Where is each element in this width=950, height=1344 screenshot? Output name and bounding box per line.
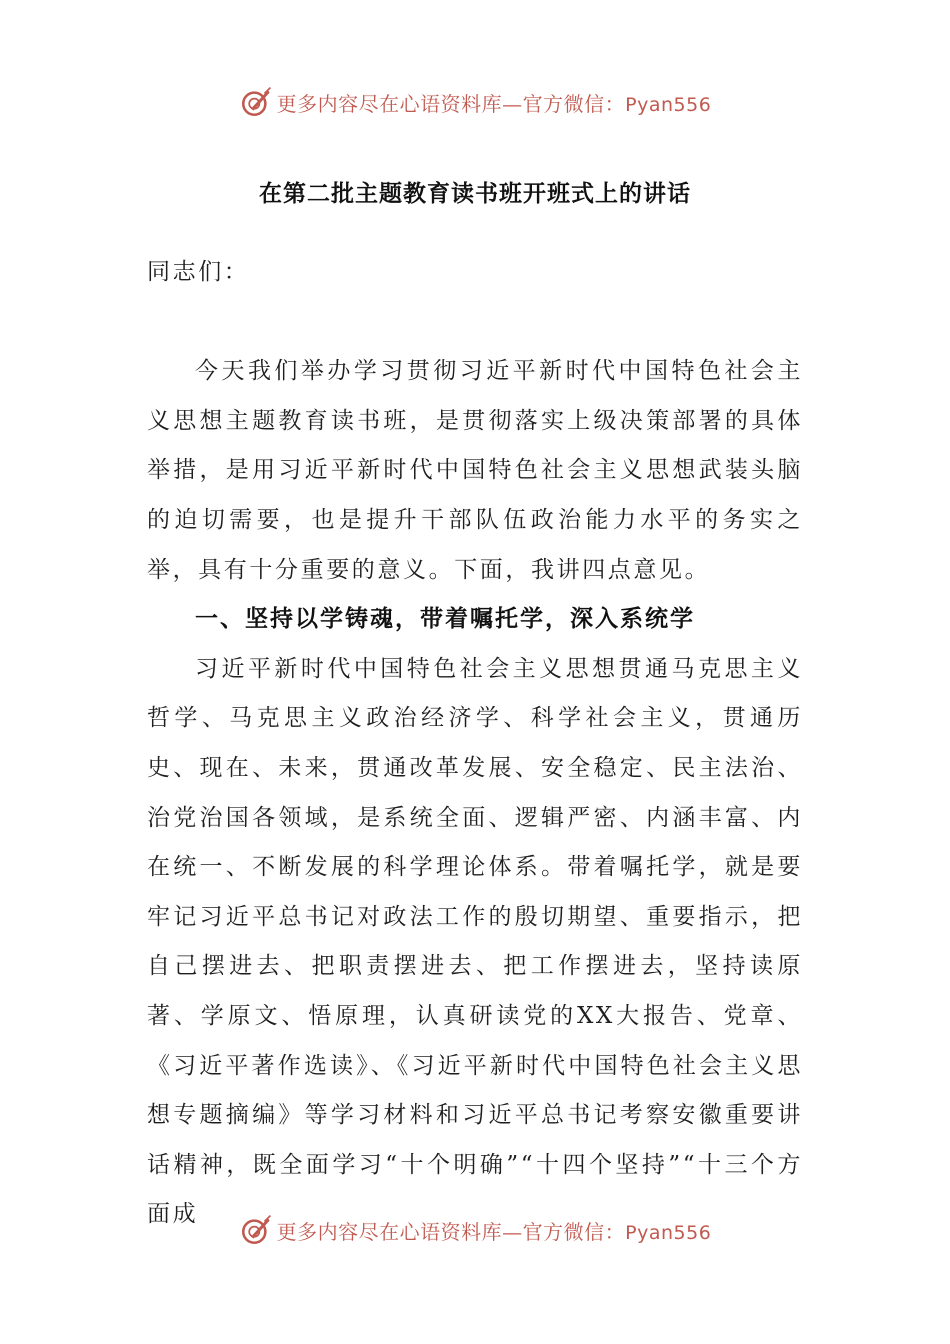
paragraph-intro: 今天我们举办学习贯彻习近平新时代中国特色社会主义思想主题教育读书班，是贯彻落实上级决策部署的具体举措，是用习近平新时代中国特色社会主义思想武装头脑的迫切需要，也是提升干部队伍政治能力水平的务实之举，具有十分重要的意义。下面，我讲四点意见。 [147,358,803,583]
watermark-header [0,82,950,122]
document-title: 在第二批主题教育读书班开班式上的讲话 [259,181,691,207]
section-heading-1: 一、坚持以学铸魂，带着嘱托学，深入系统学 [195,606,695,633]
watermark-text: 更多内容尽在心语资料库—官方微信：Pyan556 [276,91,712,116]
watermark-footer [0,1210,950,1250]
watermark-account: Pyan556 [625,1221,712,1244]
section-body-1: 习近平新时代中国特色社会主义思想贯通马克思主义哲学、马克思主义政治经济学、科学社会主义，贯通历史、现在、未来，贯通改革发展、安全稳定、民主法治、治党治国各领域，是系统全面、逻辑严密、内涵丰富、内在统一、不断发展的科学理论体系。带着嘱托学，就是要牢记习近平总书记对政法工作的殷切期望、重要指示，把自己摆进去、把职责摆进去、把工作摆进去，坚持读原著、学原文、悟原理，认真研读党的XX大报告、党章、《习近平著作选读》、《习近平新时代中国特色社会主义思想专题摘编》等学习材料和习近平总书记考察安徽重要讲话精神，既全面学习“十个明确”“十四个坚持”“十三个方面成 [147,655,803,1228]
watermark-account: Pyan556 [625,93,712,116]
watermark-text: 更多内容尽在心语资料库—官方微信：Pyan556 [276,1219,712,1244]
quill-logo-icon [239,85,273,119]
quill-logo-icon [239,1213,273,1247]
document-body [147,248,803,1240]
salutation: 同志们： [147,259,250,285]
